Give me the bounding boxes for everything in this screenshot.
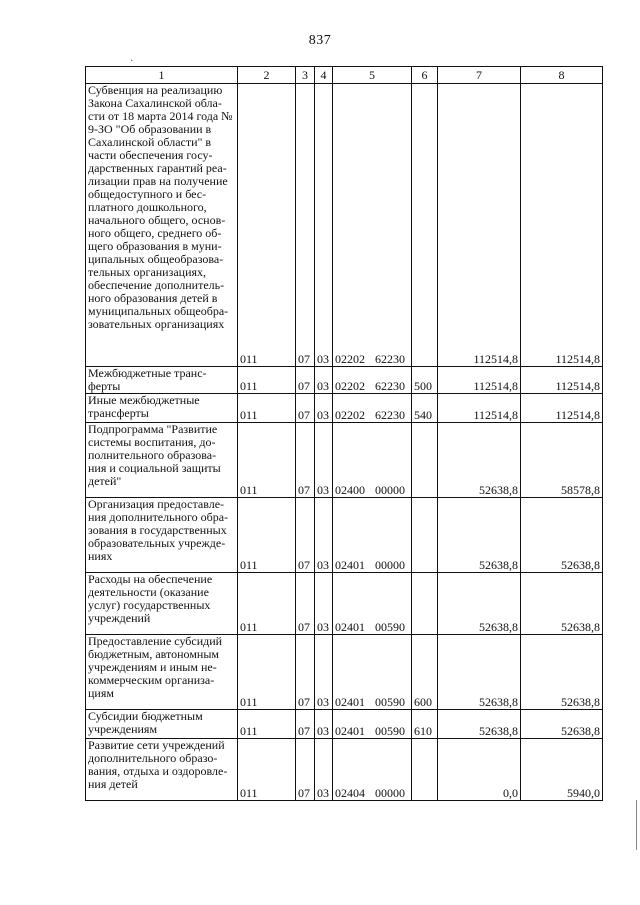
row-amount-2016: 58578,8: [521, 423, 603, 498]
target-article-part2: 00000: [375, 483, 405, 497]
row-target-article: [333, 635, 412, 710]
table-row: [86, 367, 603, 394]
row-ministry-code: 011: [238, 710, 296, 739]
row-target-article: [333, 573, 412, 635]
row-section-code: 07: [296, 498, 315, 573]
target-article-part1: 02400: [335, 483, 365, 497]
row-amount-2016: 52638,8: [521, 498, 603, 573]
row-amount-2016: 52638,8: [521, 573, 603, 635]
row-expense-type: 610: [412, 710, 438, 739]
row-expense-type: [412, 498, 438, 573]
target-article-part1: 02401: [335, 558, 365, 572]
row-ministry-code: 011: [238, 84, 296, 367]
row-section-code: 07: [296, 635, 315, 710]
row-amount-2016: 112514,8: [521, 367, 603, 394]
header-col-2: 2: [238, 67, 296, 84]
row-ministry-code: 011: [238, 573, 296, 635]
row-subsection-code: 03: [315, 84, 333, 367]
target-article-part1: 02202: [335, 408, 365, 422]
row-target-article: [333, 739, 412, 801]
row-target-article: [333, 498, 412, 573]
row-subsection-code: 03: [315, 423, 333, 498]
target-article-part1: 02401: [335, 724, 365, 738]
row-subsection-code: 03: [315, 635, 333, 710]
row-name: Иные межбюджетные трансферты: [86, 394, 238, 423]
target-article-part1: 02401: [335, 620, 365, 634]
target-article-part2: 62230: [375, 379, 405, 393]
target-article-part2: 00000: [375, 786, 405, 800]
header-col-1: 1: [86, 67, 238, 84]
row-section-code: 07: [296, 394, 315, 423]
row-section-code: 07: [296, 84, 315, 367]
row-name: Развитие сети учреждений дополнительного образо- вания, отдыха и оздоровле- ния детей: [86, 739, 238, 801]
table-row: [86, 573, 603, 635]
header-col-3: 3: [296, 67, 315, 84]
row-amount-2015: 52638,8: [438, 710, 521, 739]
row-ministry-code: 011: [238, 394, 296, 423]
table-row: [86, 739, 603, 801]
target-article-part2: 00590: [375, 695, 405, 709]
row-name: Субсидии бюджетным учреждениям: [86, 710, 238, 739]
header-col-6: 6: [412, 67, 438, 84]
row-target-article: [333, 367, 412, 394]
row-expense-type: 600: [412, 635, 438, 710]
row-section-code: 07: [296, 423, 315, 498]
row-subsection-code: 03: [315, 573, 333, 635]
table-row: [86, 635, 603, 710]
row-name: Подпрограмма "Развитие системы воспитания, до- полнительного образова- ния и социальной защиты детей": [86, 423, 238, 498]
header-col-4: 4: [315, 67, 333, 84]
row-target-article: [333, 394, 412, 423]
scan-edge-mark: [636, 800, 637, 850]
row-ministry-code: 011: [238, 498, 296, 573]
row-target-article: [333, 423, 412, 498]
row-section-code: 07: [296, 710, 315, 739]
target-article-part2: 00590: [375, 620, 405, 634]
row-amount-2016: 52638,8: [521, 710, 603, 739]
target-article-part2: 62230: [375, 408, 405, 422]
row-expense-type: 540: [412, 394, 438, 423]
row-name: Межбюджетные транс- ферты: [86, 367, 238, 394]
target-article-part1: 02401: [335, 695, 365, 709]
budget-table: [85, 66, 603, 801]
table-row: [86, 84, 603, 367]
header-col-5: 5: [333, 67, 412, 84]
row-ministry-code: 011: [238, 635, 296, 710]
row-amount-2015: 112514,8: [438, 84, 521, 367]
row-amount-2016: 5940,0: [521, 739, 603, 801]
target-article-part2: 62230: [375, 352, 405, 366]
header-row: [86, 67, 603, 84]
row-subsection-code: 03: [315, 394, 333, 423]
table-row: [86, 394, 603, 423]
row-expense-type: [412, 84, 438, 367]
row-target-article: [333, 84, 412, 367]
target-article-part2: 00590: [375, 724, 405, 738]
row-name: Предоставление субсидий бюджетным, автономным учреждениям и иным не- коммерческим организа- циям: [86, 635, 238, 710]
row-amount-2016: 112514,8: [521, 84, 603, 367]
row-ministry-code: 011: [238, 367, 296, 394]
row-target-article: [333, 710, 412, 739]
row-amount-2016: 52638,8: [521, 635, 603, 710]
row-subsection-code: 03: [315, 498, 333, 573]
row-expense-type: 500: [412, 367, 438, 394]
row-amount-2015: 112514,8: [438, 367, 521, 394]
row-subsection-code: 03: [315, 710, 333, 739]
margin-dot: ·: [130, 56, 134, 67]
row-amount-2015: 52638,8: [438, 423, 521, 498]
row-ministry-code: 011: [238, 423, 296, 498]
row-section-code: 07: [296, 573, 315, 635]
row-name: Расходы на обеспечение деятельности (оказание услуг) государственных учреждений: [86, 573, 238, 635]
row-expense-type: [412, 573, 438, 635]
row-amount-2015: 52638,8: [438, 635, 521, 710]
row-subsection-code: 03: [315, 367, 333, 394]
row-expense-type: [412, 423, 438, 498]
row-amount-2015: 52638,8: [438, 573, 521, 635]
row-section-code: 07: [296, 739, 315, 801]
row-amount-2015: 112514,8: [438, 394, 521, 423]
header-col-7: 7: [438, 67, 521, 84]
row-amount-2016: 112514,8: [521, 394, 603, 423]
row-name: Организация предоставле- ния дополнительного обра- зования в государственных образовательных учрежде- ниях: [86, 498, 238, 573]
target-article-part1: 02202: [335, 352, 365, 366]
row-name: Субвенция на реализацию Закона Сахалинской обла- сти от 18 марта 2014 года № 9-ЗО "Об образовании в Сахалинской области" в части обеспечения госу- дарственных гарантий реа- лизации прав на получение общедоступного и бес- платного дошкольного, начального общего, основ- ного общего, среднего об- щего образования в муни- ципальных общеобразова- тельных организациях, обеспечение дополнитель- ного образования детей в муниципальных общеобра- зовательных организациях: [86, 84, 238, 367]
row-section-code: 07: [296, 367, 315, 394]
row-amount-2015: 52638,8: [438, 498, 521, 573]
row-expense-type: [412, 739, 438, 801]
table-row: [86, 710, 603, 739]
row-amount-2015: 0,0: [438, 739, 521, 801]
row-ministry-code: 011: [238, 739, 296, 801]
header-col-8: 8: [521, 67, 603, 84]
page-number: 837: [308, 33, 332, 48]
row-subsection-code: 03: [315, 739, 333, 801]
target-article-part2: 00000: [375, 558, 405, 572]
target-article-part1: 02202: [335, 379, 365, 393]
target-article-part1: 02404: [335, 786, 365, 800]
table-row: [86, 423, 603, 498]
table-row: [86, 498, 603, 573]
